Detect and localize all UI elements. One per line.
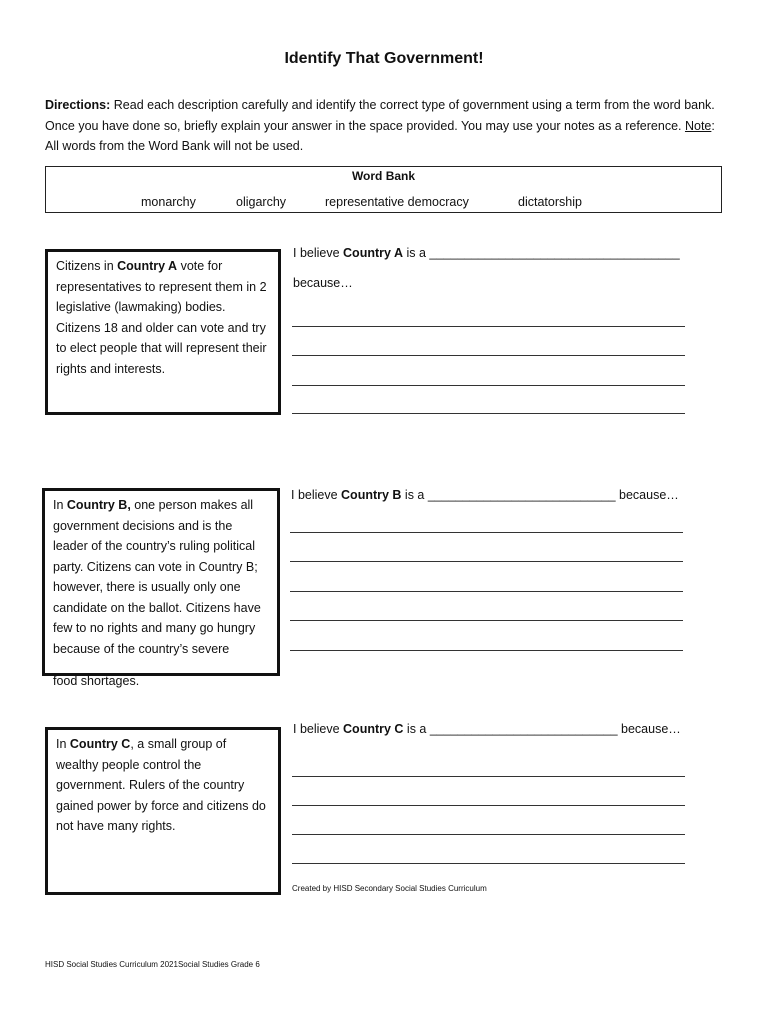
answer-line: [290, 650, 683, 651]
directions-paragraph: [45, 95, 725, 157]
prompt-blank: is a ____________________________________: [402, 246, 680, 260]
description-box-country-b: [42, 488, 280, 676]
answer-line: [290, 620, 683, 621]
answer-line: [292, 863, 685, 864]
directions-text: Read each description carefully and identify the correct type of government using a term from the word bank. Once you have done so, briefly explain your answer in the space provided. You may use your notes as a reference.: [45, 98, 715, 133]
directions-note-text: : All words from the Word Bank will not be used.: [45, 118, 715, 153]
country-name: Country A: [117, 259, 178, 273]
prompt-text: I believe: [291, 488, 342, 502]
prompt-country-name: Country B: [341, 488, 402, 502]
description-text: In: [56, 737, 70, 751]
answer-line: [290, 532, 683, 533]
word-bank-title: Word Bank: [351, 169, 416, 183]
answer-line: [290, 591, 683, 592]
answer-line: [292, 355, 685, 356]
description-text: one person makes all government decisions and is the leader of the country’s ruling political party. Citizens can vote in Country B; however, there is usually only one candidate on the ballot. Citizens have few to no rights and many go hungry because of the country’s severe: [53, 498, 261, 656]
country-name: Country B,: [66, 498, 131, 512]
word-bank-box: [45, 166, 722, 213]
prompt-text: I believe: [293, 722, 344, 736]
note-label: Note: [684, 118, 712, 133]
prompt-country-c: [293, 722, 681, 736]
word-bank-term-dictatorship: dictatorship: [518, 195, 582, 209]
prompt-text: I believe: [293, 246, 344, 260]
answer-line: [292, 834, 685, 835]
prompt-blank: is a ___________________________ because…: [401, 488, 679, 502]
answer-line: [292, 776, 685, 777]
word-bank-term-oligarchy: oligarchy: [236, 195, 287, 209]
description-text: vote for representatives to represent them in 2 legislative (lawmaking) bodies. Citizens 18 and older can vote and try to elect people that will represent their rights and interests.: [56, 259, 267, 376]
country-name: Country C: [69, 737, 131, 751]
description-box-country-c: [45, 727, 281, 895]
answer-line: [290, 561, 683, 562]
description-text: Citizens in: [56, 259, 118, 273]
answer-line: [292, 326, 685, 327]
because-label: because…: [293, 276, 353, 290]
description-box-country-a: [45, 249, 281, 415]
answer-line: [292, 805, 685, 806]
footer-text: HISD Social Studies Curriculum 2021Social Studies Grade 6: [45, 960, 260, 969]
description-text: In: [53, 498, 67, 512]
answer-line: [292, 413, 685, 414]
page-title: Identify That Government!: [284, 50, 484, 67]
word-bank-term-representative-democracy: representative democracy: [325, 195, 469, 209]
prompt-country-name: Country C: [343, 722, 404, 736]
answer-line: [292, 385, 685, 386]
directions-label: Directions:: [45, 98, 111, 112]
prompt-country-name: Country A: [343, 246, 403, 260]
prompt-country-a: [293, 246, 680, 260]
description-overflow-text: food shortages.: [53, 674, 140, 688]
description-text: , a small group of wealthy people control the government. Rulers of the country gained power by force and citizens do not have many rights.: [56, 737, 266, 833]
prompt-blank: is a ___________________________ because…: [403, 722, 681, 736]
credit-text: Created by HISD Secondary Social Studies Curriculum: [292, 884, 487, 893]
word-bank-term-monarchy: monarchy: [141, 195, 196, 209]
prompt-country-b: [291, 488, 679, 502]
